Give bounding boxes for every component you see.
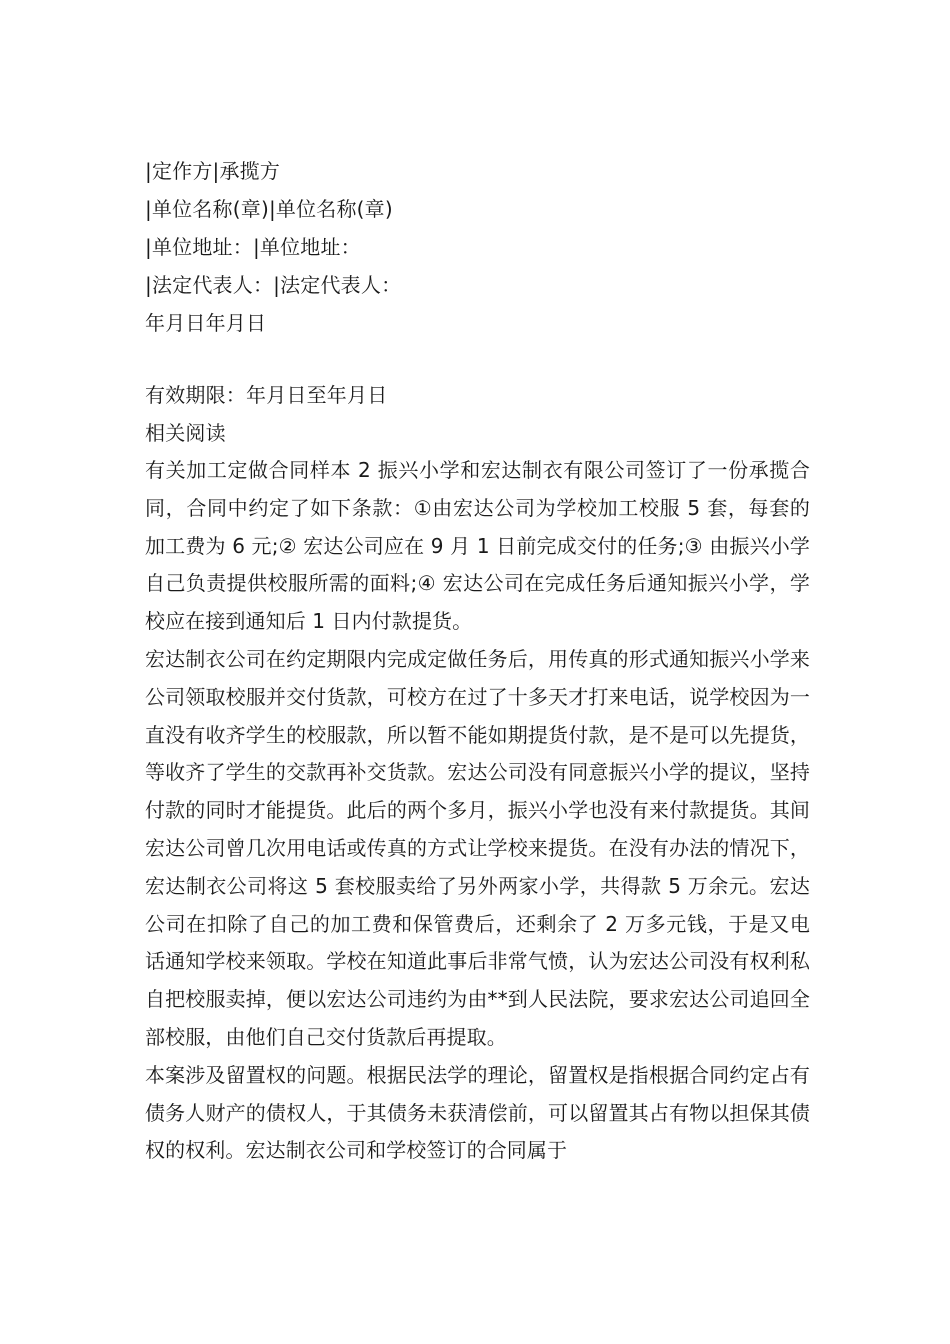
signature-row-unit-name: |单位名称(章)|单位名称(章)	[145, 197, 393, 221]
signature-row-parties: |定作方|承揽方	[145, 159, 281, 183]
validity-period: 有效期限：年月日至年月日	[145, 383, 388, 407]
paragraph-case-facts: 宏达制衣公司在约定期限内完成定做任务后，用传真的形式通知振兴小学来公司领取校服并交付货款，可校方在过了十多天才打来电话，说学校因为一直没有收齐学生的校服款，所以暂不能如期提货付款，是不是可以先提货，等收齐了学生的交款再补交货款。宏达公司没有同意振兴小学的提议，坚持付款的同时才能提货。此后的两个多月，振兴小学也没有来付款提货。其间宏达公司曾几次用电话或传真的方式让学校来提货。在没有办法的情况下，宏达制衣公司将这 5 套校服卖给了另外两家小学，共得款 5 万余元。宏达公司在扣除了自己的加工费和保管费后，还剩余了 2 万多元钱，于是又电话通知学校来领取。学校在知道此事后非常气愤，认为宏达公司没有权利私自把校服卖掉，便以宏达公司违约为由**到人民法院，要求宏达公司追回全部校服，由他们自己交付货款后再提取。	[145, 646, 810, 1049]
signature-row-unit-address: |单位地址：|单位地址：	[145, 235, 361, 259]
spacer	[145, 342, 810, 376]
paragraph-contract-terms: 有关加工定做合同样本 2 振兴小学和宏达制衣有限公司签订了一份承揽合同，合同中约定了如下条款：①由宏达公司为学校加工校服 5 套，每套的加工费为 6 元;② 宏达公司应在 9 月 1 日前完成交付的任务;③ 由振兴小学自己负责提供校服所需的面料;④ 宏达公司在完成任务后通知振兴小学，学校应在接到通知后 1 日内付款提货。	[145, 458, 810, 634]
paragraph-lien-analysis: 本案涉及留置权的问题。根据民法学的理论，留置权是指根据合同约定占有债务人财产的债权人，于其债务未获清偿前，可以留置其占有物以担保其债权的权利。宏达制衣公司和学校签订的合同属于	[145, 1062, 810, 1163]
related-reading-heading: 相关阅读	[145, 421, 226, 445]
signature-row-date: 年月日年月日	[145, 311, 267, 335]
signature-row-legal-representative: |法定代表人：|法定代表人：	[145, 273, 402, 297]
document-page	[145, 152, 810, 1170]
